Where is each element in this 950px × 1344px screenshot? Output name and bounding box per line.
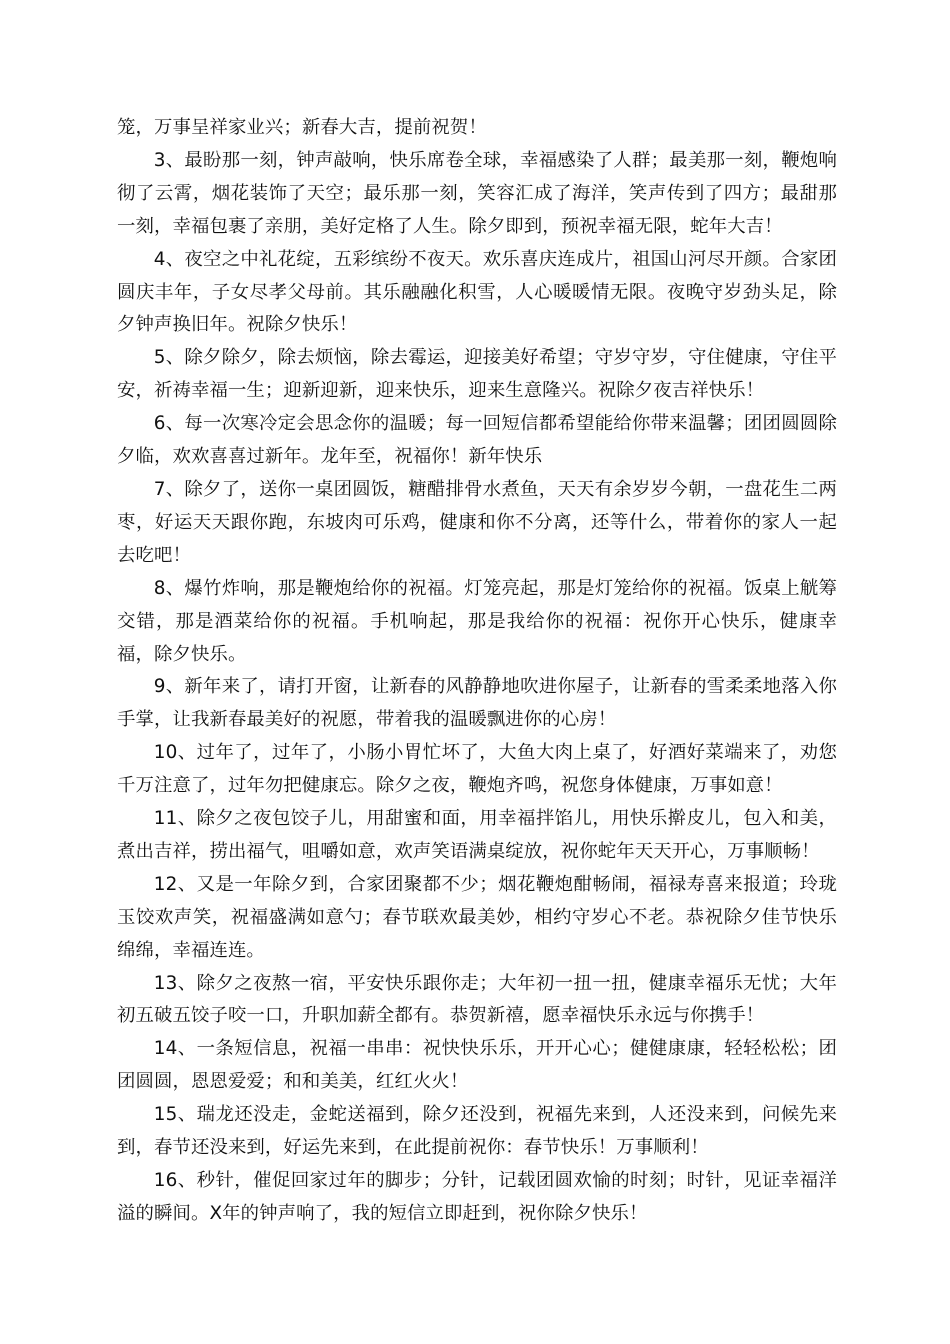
paragraph-4: 4、夜空之中礼花绽，五彩缤纷不夜天。欢乐喜庆连成片，祖国山河尽开颜。合家团圆庆丰年，子女尽孝父母前。其乐融融化积雪，人心暖暖情无限。夜晚守岁劲头足，除夕钟声换旧年。祝除夕快乐！	[117, 248, 837, 336]
document-body	[117, 112, 837, 1231]
paragraph-9: 9、新年来了，请打开窗，让新春的风静静地吹进你屋子，让新春的雪柔柔地落入你手掌，让我新春最美好的祝愿，带着我的温暖飘进你的心房！	[117, 676, 837, 731]
paragraph-3: 3、最盼那一刻，钟声敲响，快乐席卷全球，幸福感染了人群；最美那一刻，鞭炮响彻了云霄，烟花装饰了天空；最乐那一刻，笑容汇成了海洋，笑声传到了四方；最甜那一刻，幸福包裹了亲朋，美好定格了人生。除夕即到，预祝幸福无限，蛇年大吉！	[117, 149, 837, 237]
paragraph-15: 15、瑞龙还没走，金蛇送福到，除夕还没到，祝福先来到，人还没来到，问候先来到，春节还没来到，好运先来到，在此提前祝你：春节快乐！万事顺利！	[117, 1104, 837, 1159]
paragraph-6: 6、每一次寒冷定会思念你的温暖；每一回短信都希望能给你带来温馨；团团圆圆除夕临，欢欢喜喜过新年。龙年至，祝福你！新年快乐	[117, 413, 837, 468]
paragraph-5: 5、除夕除夕，除去烦恼，除去霉运，迎接美好希望；守岁守岁，守住健康，守住平安，祈祷幸福一生；迎新迎新，迎来快乐，迎来生意隆兴。祝除夕夜吉祥快乐！	[117, 347, 837, 402]
paragraph-7: 7、除夕了，送你一桌团圆饭，糖醋排骨水煮鱼，天天有余岁岁今朝，一盘花生二两枣，好运天天跟你跑，东坡肉可乐鸡，健康和你不分离，还等什么，带着你的家人一起去吃吧！	[117, 478, 837, 566]
paragraph-12: 12、又是一年除夕到，合家团聚都不少；烟花鞭炮酣畅闹，福禄寿喜来报道；玲珑玉饺欢声笑，祝福盛满如意勺；春节联欢最美妙，相约守岁心不老。恭祝除夕佳节快乐绵绵，幸福连连。	[117, 873, 837, 961]
paragraph-11: 11、除夕之夜包饺子儿，用甜蜜和面，用幸福拌馅儿，用快乐擀皮儿，包入和美，煮出吉祥，捞出福气，咀嚼如意，欢声笑语满桌绽放，祝你蛇年天天开心，万事顺畅！	[117, 808, 837, 862]
paragraph-8: 8、爆竹炸响，那是鞭炮给你的祝福。灯笼亮起，那是灯笼给你的祝福。饭桌上觥筹交错，那是酒菜给你的祝福。手机响起，那是我给你的祝福：祝你开心快乐，健康幸福，除夕快乐。	[117, 577, 837, 665]
paragraph-14: 14、一条短信息，祝福一串串：祝快快乐乐，开开心心；健健康康，轻轻松松；团团圆圆，恩恩爱爱；和和美美，红红火火！	[117, 1038, 837, 1093]
paragraph-continuation: 笼，万事呈祥家业兴；新春大吉，提前祝贺！	[117, 117, 487, 138]
paragraph-16: 16、秒针，催促回家过年的脚步；分针，记载团圆欢愉的时刻；时针，见证幸福洋溢的瞬间。X年的钟声响了，我的短信立即赶到，祝你除夕快乐！	[117, 1170, 837, 1224]
paragraph-10: 10、过年了，过年了，小肠小胃忙坏了，大鱼大肉上桌了，好酒好菜端来了，劝您千万注意了，过年勿把健康忘。除夕之夜，鞭炮齐鸣，祝您身体健康，万事如意！	[117, 742, 837, 797]
paragraph-13: 13、除夕之夜熬一宿，平安快乐跟你走；大年初一扭一扭，健康幸福乐无忧；大年初五破五饺子咬一口，升职加薪全都有。恭贺新禧，愿幸福快乐永远与你携手！	[117, 972, 837, 1027]
